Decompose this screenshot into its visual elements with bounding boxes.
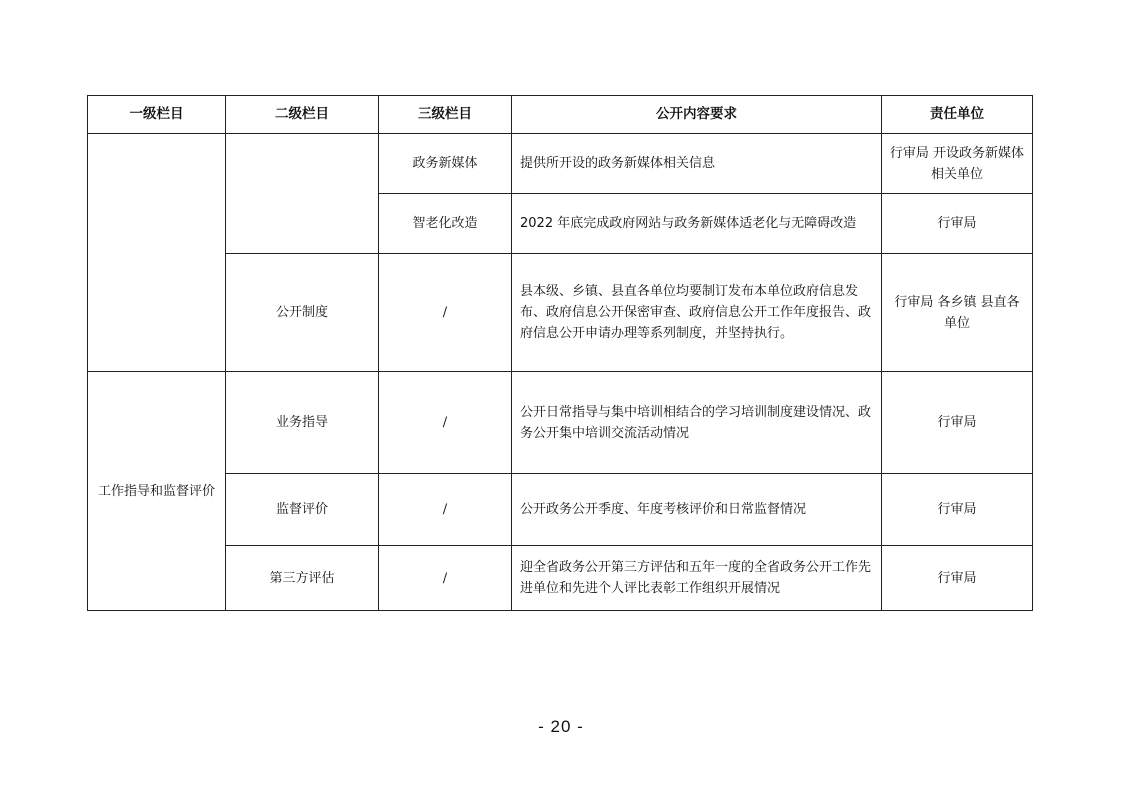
cell-requirement: 2022 年底完成政府网站与政务新媒体适老化与无障碍改造 <box>512 194 882 254</box>
header-level2: 二级栏目 <box>226 96 379 134</box>
cell-unit: 行审局 <box>882 194 1033 254</box>
cell-requirement: 提供所开设的政务新媒体相关信息 <box>512 134 882 194</box>
cell-level3: / <box>379 254 512 372</box>
table-row <box>88 134 1033 194</box>
cell-level2 <box>226 134 379 254</box>
cell-unit: 行审局 各乡镇 县直各单位 <box>882 254 1033 372</box>
cell-unit: 行审局 <box>882 372 1033 474</box>
cell-level3: / <box>379 372 512 474</box>
table-header-row <box>88 96 1033 134</box>
cell-level2: 公开制度 <box>226 254 379 372</box>
header-level3: 三级栏目 <box>379 96 512 134</box>
cell-level3: 智老化改造 <box>379 194 512 254</box>
page-number: - 20 - <box>538 717 584 736</box>
cell-requirement: 公开政务公开季度、年度考核评价和日常监督情况 <box>512 474 882 546</box>
cell-level1 <box>88 134 226 372</box>
header-level1: 一级栏目 <box>88 96 226 134</box>
cell-unit: 行审局 开设政务新媒体相关单位 <box>882 134 1033 194</box>
cell-level3: 政务新媒体 <box>379 134 512 194</box>
cell-level1: 工作指导和监督评价 <box>88 372 226 611</box>
table-row <box>88 546 1033 611</box>
cell-requirement: 迎全省政务公开第三方评估和五年一度的全省政务公开工作先进单位和先进个人评比表彰工作组织开展情况 <box>512 546 882 611</box>
cell-level2: 业务指导 <box>226 372 379 474</box>
cell-level2: 监督评价 <box>226 474 379 546</box>
table-row <box>88 372 1033 474</box>
cell-requirement: 公开日常指导与集中培训相结合的学习培训制度建设情况、政务公开集中培训交流活动情况 <box>512 372 882 474</box>
cell-level2: 第三方评估 <box>226 546 379 611</box>
document-table <box>87 95 1033 611</box>
table-row <box>88 254 1033 372</box>
cell-level3: / <box>379 474 512 546</box>
cell-unit: 行审局 <box>882 546 1033 611</box>
table-row <box>88 474 1033 546</box>
cell-level3: / <box>379 546 512 611</box>
header-requirement: 公开内容要求 <box>512 96 882 134</box>
cell-unit: 行审局 <box>882 474 1033 546</box>
header-unit: 责任单位 <box>882 96 1033 134</box>
cell-requirement: 县本级、乡镇、县直各单位均要制订发布本单位政府信息发布、政府信息公开保密审查、政府信息公开工作年度报告、政府信息公开申请办理等系列制度，并坚持执行。 <box>512 254 882 372</box>
